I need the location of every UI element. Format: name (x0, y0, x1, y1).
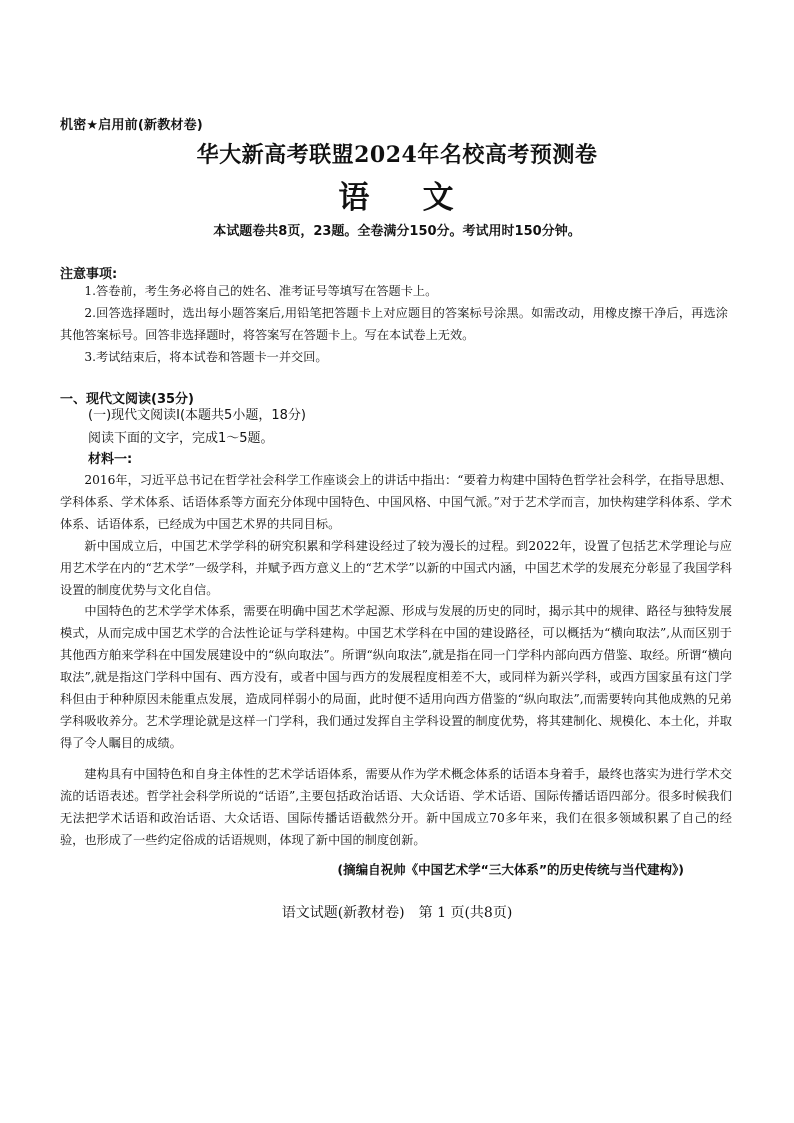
notice-item: 2.回答选择题时，选出每小题答案后,用铅笔把答题卡上对应题目的答案标号涂黑。如需改动，用橡皮擦干净后，再选涂其他答案标号。回答非选择题时，将答案写在答题卡上。写在本试卷上无效。 (60, 306, 728, 342)
notice-item: 1.答卷前，考生务必将自己的姓名、准考证号等填写在答题卡上。 (84, 284, 438, 298)
reading-instruction: 阅读下面的文字，完成1～5题。 (88, 431, 274, 446)
passage-paragraph: 新中国成立后，中国艺术学学科的研究积累和学科建设经过了较为漫长的过程。到2022年，设置了包括艺术学理论与应用艺术学在内的“艺术学”一级学科，并赋予西方意义上的“艺术学”以新的中国式内涵，中国艺术学的发展充分彰显了我国学科设置的制度优势与文化自信。 (60, 539, 732, 597)
confidential-label: 机密★启用前(新教材卷) (60, 118, 203, 133)
passage-paragraph: 建构具有中国特色和自身主体性的艺术学话语体系，需要从作为学术概念体系的话语本身着手，最终也落实为进行学术交流的话语表述。哲学社会科学所说的“话语”,主要包括政治话语、大众话语、学术话语、国际传播话语四部分。很多时候我们无法把学术话语和政治话语、大众话语、国际传播话语截然分开。新中国成立70多年来，我们在很多领域积累了自己的经验，也形成了一些约定俗成的话语规则，体现了新中国的制度创新。 (60, 767, 732, 847)
notice-heading: 注意事项: (60, 267, 118, 282)
passage-paragraph: 2016年，习近平总书记在哲学社会科学工作座谈会上的讲话中指出：“要着力构建中国特色哲学社会科学，在指导思想、学科体系、学术体系、话语体系等方面充分体现中国特色、中国风格、中国气派。”对于艺术学而言，加快构建学科体系、学术体系、话语体系，已经成为中国艺术界的共同目标。 (60, 473, 732, 531)
notice-item: 3.考试结束后，将本试卷和答题卡一并交回。 (84, 350, 328, 364)
section-heading: 一、现代文阅读(35分) (60, 392, 194, 407)
source-citation: (摘编自祝帅《中国艺术学“三大体系”的历史传统与当代建构》) (337, 862, 684, 877)
page-footer: 语文试题(新教材卷) 第 1 页(共8页) (281, 905, 513, 921)
subject-title: 语 文 (338, 180, 456, 216)
material-label: 材料一: (88, 452, 133, 467)
exam-title: 华大新高考联盟2024年名校高考预测卷 (196, 142, 598, 168)
exam-info: 本试题卷共8页，23题。全卷满分150分。考试用时150分钟。 (213, 224, 581, 239)
passage-paragraph: 中国特色的艺术学学术体系，需要在明确中国艺术学起源、形成与发展的历史的同时，揭示其中的规律、路径与独特发展模式，从而完成中国艺术学的合法性论证与学科建构。中国艺术学科在中国的建设路径，可以概括为“横向取法”,从而区别于其他西方舶来学科在中国发展建设中的“纵向取法”。所谓“纵向取法”,就是指在同一门学科内部向西方借鉴、取经。所谓“横向取法”,就是指这门学科中国有、西方没有，或者中国与西方的发展程度相差不大，或同样为新兴学科，或西方国家虽有这门学科但由于种种原因未能重点发展，造成同样弱小的局面，此时便不适用向西方借鉴的“纵向取法”,而需要转向其他成熟的兄弟学科吸收养分。艺术学理论就是这样一门学科，我们通过发挥自主学科设置的制度优势，将其建制化、规模化、本土化，并取得了令人瞩目的成绩。 (60, 604, 732, 750)
section-subheading: (一)现代文阅读Ⅰ(本题共5小题，18分) (88, 408, 306, 423)
